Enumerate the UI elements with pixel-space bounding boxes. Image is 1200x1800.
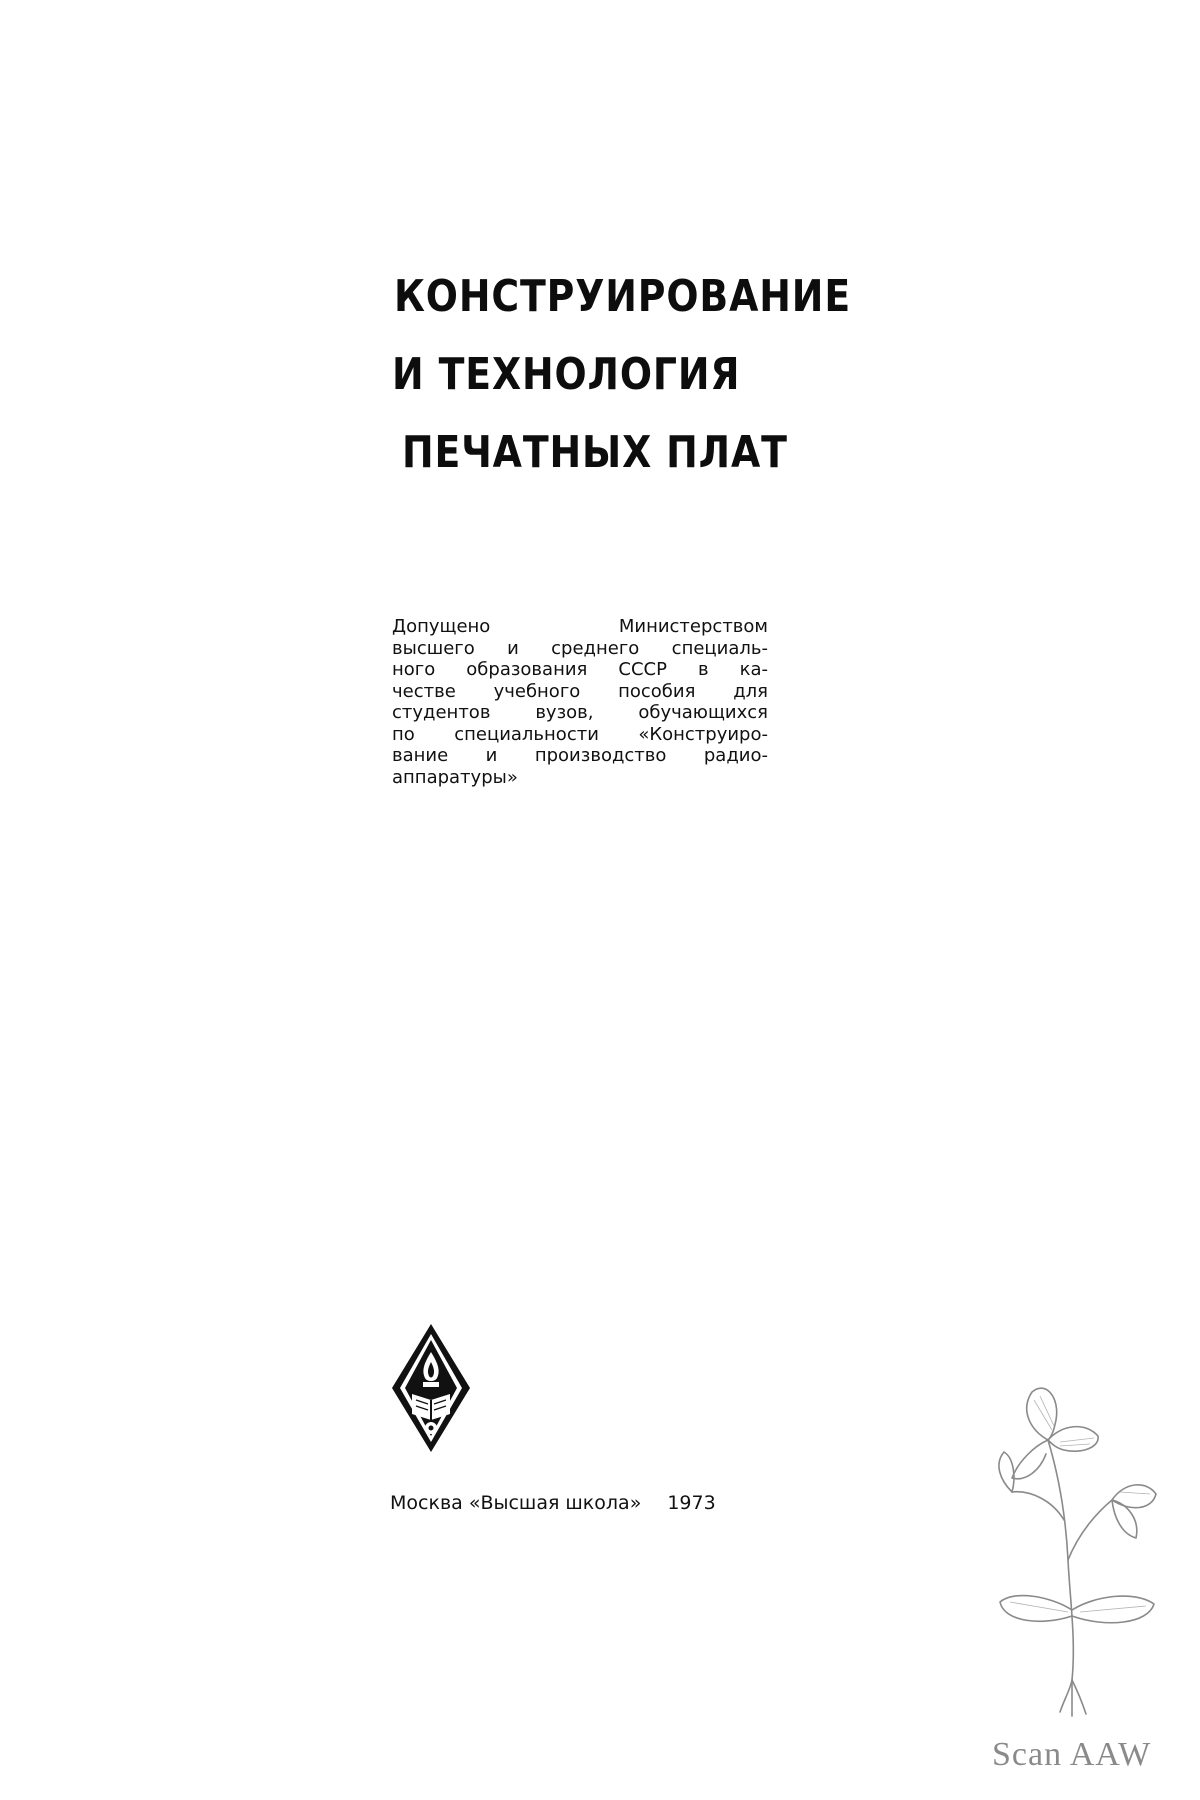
book-title bbox=[392, 271, 892, 478]
book-title-line-3: ПЕЧАТНЫХ ПЛАТ bbox=[402, 427, 788, 478]
book-title-line-1: КОНСТРУИРОВАНИЕ bbox=[394, 271, 852, 322]
ministry-approval-note bbox=[392, 616, 768, 788]
plant-sprout-icon bbox=[990, 1350, 1170, 1720]
approval-line: честве учебного пособия для bbox=[392, 680, 768, 702]
approval-line: аппаратуры» bbox=[392, 766, 518, 788]
approval-line: вание и производство радио- bbox=[392, 745, 768, 766]
approval-line: высшего и среднего специаль- bbox=[392, 637, 768, 659]
approval-line: ного образования СССР в ка- bbox=[392, 659, 768, 680]
scan-watermark: Scan AAW bbox=[992, 1736, 1152, 1773]
publication-year: 1973 bbox=[667, 1492, 716, 1514]
publisher-place-and-house: Москва «Высшая школа» bbox=[390, 1492, 642, 1514]
publisher-emblem-icon bbox=[390, 1322, 472, 1454]
book-title-line-2: И ТЕХНОЛОГИЯ bbox=[392, 349, 741, 400]
approval-line: по специальности «Конструиро- bbox=[392, 723, 768, 745]
approval-line: Допущено Министерством bbox=[392, 616, 768, 637]
publisher-imprint bbox=[390, 1492, 716, 1514]
approval-line: студентов вузов, обучающихся bbox=[392, 702, 768, 723]
